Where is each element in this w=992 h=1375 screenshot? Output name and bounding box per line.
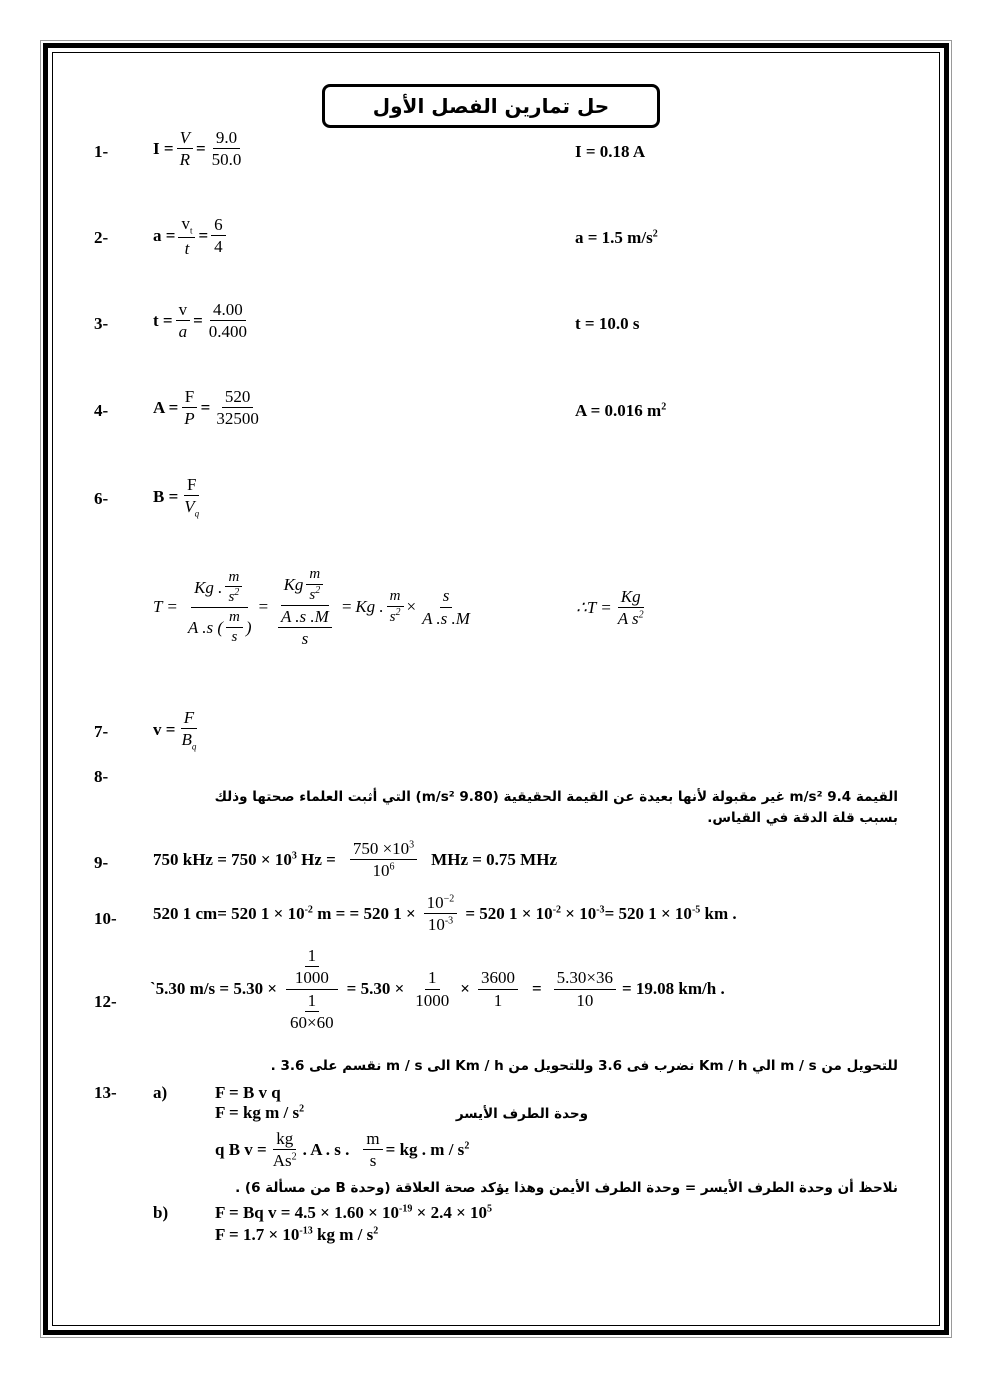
p10-s3: -3	[596, 904, 605, 916]
p12-big-num	[286, 945, 338, 990]
p6-frac-a	[185, 568, 255, 647]
p12-big-frac	[281, 945, 343, 1033]
p3-eq: =	[193, 310, 203, 330]
p6-frac-b-den	[272, 606, 338, 650]
p4-frac-values	[213, 386, 262, 430]
p13-a3fd: As	[272, 1151, 292, 1171]
p3-frac-values	[206, 299, 250, 343]
p9-fd: 10	[372, 861, 390, 881]
p10-part2d: km .	[700, 903, 737, 923]
p1-lhs: I =	[153, 138, 174, 158]
p4-f1d: P	[184, 409, 195, 429]
p3-f2n: 4.00	[210, 299, 246, 321]
p6-b-n1: Kg	[283, 575, 304, 595]
p6-a-ns-wrap	[225, 587, 242, 607]
p6-e-d: A s	[617, 609, 639, 629]
p13-a3mid: . A . s .	[302, 1139, 350, 1159]
p1-f2d: 50.0	[211, 150, 242, 170]
p12-f1d: 1000	[415, 990, 450, 1010]
p10-fn-wrap	[424, 892, 458, 914]
p13-a3-frac1	[270, 1128, 300, 1172]
problem-9-equation	[153, 838, 557, 882]
p6-times: ×	[406, 597, 417, 616]
p13-b1sup2: 5	[487, 1203, 493, 1215]
problem-6-equation	[153, 474, 205, 520]
p9-fn: 750 ×10	[352, 839, 410, 858]
p12-f3n: 5.30×36	[554, 967, 616, 989]
p13-a3rhs-wrap	[386, 1140, 470, 1160]
p13-a3lhs: q B v =	[215, 1139, 267, 1159]
p6-fdsub: q	[194, 508, 200, 519]
p13-a2sup: 2	[299, 1103, 305, 1115]
problem-12-number: 12-	[94, 992, 117, 1011]
p12-eq1: = 5.30 ×	[346, 979, 405, 998]
problem-10-equation	[153, 892, 737, 936]
p7-frac-f-bq	[178, 707, 199, 753]
p6-fd: V	[184, 497, 195, 517]
problem-13-part-a-label: a)	[153, 1083, 168, 1102]
p6-frac-d	[419, 585, 473, 629]
p10-s2: -2	[552, 904, 562, 916]
p6-lhs: B =	[153, 486, 179, 506]
problem-6-result	[576, 586, 650, 630]
p1-frac-v-r	[177, 127, 193, 171]
p9-part1	[153, 850, 336, 870]
p9-part2: MHz = 0.75 MHz	[431, 849, 557, 869]
p2-eq: =	[198, 225, 209, 245]
p13-b2: F = 1.7 × 10	[215, 1225, 300, 1244]
p1-f2n: 9.0	[213, 127, 240, 149]
p12-eq2: =	[531, 979, 542, 998]
p2-frac-values	[211, 214, 226, 258]
problem-2-answer	[575, 228, 658, 248]
p6-b-ns-wrap	[306, 585, 323, 605]
p6-fd-wrap	[181, 496, 202, 520]
page-title	[322, 84, 660, 128]
problem-1-answer: I = 0.18 A	[575, 142, 646, 161]
p6-b-nm: m	[306, 565, 323, 585]
p6-frac-a-num	[191, 568, 248, 609]
p12-big-den-frac	[287, 990, 337, 1034]
problem-8-text-line2: بسبب قلة الدقة في القياس.	[707, 810, 898, 826]
p6-c-m: m	[387, 587, 404, 607]
p3-f2d: 0.400	[208, 322, 248, 342]
p6-e-d-sup: 2	[638, 609, 644, 621]
p10-part1b: m = = 520 1 ×	[312, 903, 416, 923]
problem-4-equation	[153, 386, 265, 430]
p6-frac-e	[615, 586, 647, 630]
p6-d-n: s	[440, 585, 453, 607]
p12-big-n-d: 1000	[294, 968, 329, 988]
p9-fdsup: 6	[389, 861, 395, 873]
p2-frac-v-t	[178, 213, 195, 259]
problem-7-equation	[153, 707, 202, 753]
p13-b1mid: × 2.4 × 10	[412, 1203, 488, 1222]
p13-a3-frac2	[363, 1128, 382, 1172]
p2-f1d: t	[184, 238, 190, 258]
p4-f1n: F	[182, 386, 197, 408]
problem-8-text-line1: القيمة 9.4 m/s² غير مقبولة لأنها بعيدة عن القيمة الحقيقية (9.80 m/s²) التي أثبت العلماء صحتها وذلك	[214, 789, 898, 805]
p6-a-dm: m	[226, 608, 243, 628]
p4-f2d: 32500	[216, 409, 259, 429]
p13-a3f2d: s	[369, 1151, 377, 1171]
p6-a-n-ms	[225, 568, 242, 608]
problem-13-part-b-label: b)	[153, 1203, 169, 1222]
problem-13-number: 13-	[94, 1083, 117, 1102]
p10-fnsup: −2	[443, 893, 455, 905]
p6-a-ds: s	[231, 628, 238, 645]
p1-f1n: V	[177, 127, 193, 149]
p1-f1d: R	[179, 150, 190, 170]
p6-t-lhs: T =	[153, 597, 178, 616]
problem-9-number: 9-	[94, 853, 109, 872]
problem-1-number: 1-	[94, 142, 109, 161]
problem-8-number: 8-	[94, 767, 109, 786]
p1-eq: =	[195, 138, 206, 158]
problem-13-a-line3	[215, 1128, 469, 1172]
p2-lhs: a =	[153, 225, 176, 245]
p10-fdsup: -3	[444, 915, 454, 927]
problem-13-a-line1: F = B v q	[215, 1083, 281, 1102]
p6-a-ns-sup: 2	[234, 587, 240, 599]
p9-part1b: Hz =	[296, 849, 336, 869]
p6-a-d-ms	[226, 608, 243, 647]
p13-a3fdsup: 2	[291, 1151, 297, 1163]
p12-frac-1	[412, 967, 452, 1011]
p3-f1d: a	[178, 322, 188, 342]
p6-e-d-wrap	[615, 608, 647, 629]
p9-fd-wrap	[370, 860, 398, 881]
problem-13-a-note-left-side: وحدة الطرف الأيسر	[455, 1106, 588, 1122]
p13-a2: F = kg m / s	[215, 1103, 300, 1122]
p7-fdsub: q	[191, 741, 197, 752]
p7-fd: B	[181, 730, 192, 750]
p6-e-n: Kg	[618, 586, 644, 608]
p4-lhs: A =	[153, 397, 179, 417]
p13-b2sup: -13	[299, 1225, 313, 1237]
p6-a-d2: )	[245, 617, 252, 637]
p2-ans: a = 1.5 m/s	[575, 228, 653, 247]
problem-13-b-line1	[215, 1203, 492, 1223]
p10-part2b: × 10	[561, 903, 597, 923]
p6-eq-1: =	[257, 597, 269, 616]
p9-p1sup: 3	[291, 850, 297, 862]
p12-result: = 19.08 km/h .	[621, 979, 725, 998]
p6-b-d	[278, 606, 332, 650]
problem-4-answer	[575, 401, 666, 421]
p4-ans-sup: 2	[661, 401, 667, 413]
problem-2-equation	[153, 213, 229, 259]
p6-d-d: A .s .M	[422, 608, 470, 628]
p2-f1n: v	[181, 214, 190, 233]
p3-frac-v-a	[176, 299, 191, 343]
p12-frac-2	[478, 967, 518, 1011]
p12-big-num-frac	[292, 945, 332, 989]
p7-lhs: v =	[153, 719, 176, 739]
p10-part2-text: = 520 1 × 10	[465, 903, 553, 923]
p12-f2d: 1	[493, 990, 503, 1010]
p6-a-d1: A .s (	[187, 617, 223, 637]
p12-f1n: 1	[425, 967, 440, 989]
p4-f2n: 520	[222, 386, 254, 408]
p1-frac-values	[209, 127, 245, 171]
p6-frac-a-den	[185, 608, 255, 647]
p13-b2b: kg m / s	[312, 1225, 374, 1244]
problem-2-number: 2-	[94, 228, 109, 247]
title-text: حل تمارين الفصل الأول	[372, 94, 610, 118]
p4-eq: =	[200, 397, 211, 417]
p13-b2sup2: 2	[373, 1225, 379, 1237]
p2-f1n-wrap	[178, 213, 195, 238]
problem-12-note: للتحويل من m / s الي Km / h نضرب فى 3.6 وللتحويل من Km / h الى m / s نقسم على 3.6 .	[270, 1058, 898, 1074]
p3-f1n: v	[176, 299, 191, 321]
p7-fd-wrap	[178, 729, 199, 753]
p6-c-ms	[387, 587, 404, 627]
p10-part1-text: 520 1 cm= 520 1 × 10	[153, 903, 305, 923]
p9-fnsup: 3	[409, 839, 415, 851]
p10-fd-wrap	[425, 914, 456, 935]
p13-a3f2n: m	[363, 1128, 382, 1150]
p2-f1nsub: t	[189, 225, 193, 236]
p2-ans-sup: 2	[652, 228, 658, 240]
p10-frac	[424, 892, 458, 936]
p6-a-ns: s	[228, 589, 235, 606]
p6-b-n-ms	[306, 565, 323, 605]
problem-3-answer: t = 10.0 s	[575, 314, 640, 333]
problem-12-equation	[150, 945, 725, 1033]
p6-frac-b	[272, 565, 338, 649]
p6-a-n1: Kg .	[194, 577, 223, 597]
p3-lhs: t =	[153, 310, 173, 330]
problem-10-number: 10-	[94, 909, 117, 928]
p6-b-dt: A .s .M	[278, 606, 332, 628]
p12-f3d: 10	[576, 990, 594, 1010]
problem-1-equation	[153, 127, 247, 171]
p12-times: ×	[460, 979, 470, 998]
p6-fn: F	[184, 474, 199, 496]
p4-frac-f-p	[181, 386, 197, 430]
p12-f2n: 3600	[478, 967, 518, 989]
p6-b-ns-sup: 2	[315, 584, 321, 596]
p13-a3rhs: = kg . m / s	[385, 1139, 465, 1159]
p6-a-nm: m	[225, 568, 242, 588]
p10-s4: -5	[691, 904, 701, 916]
p6-frac-f-vq	[181, 474, 202, 520]
p6-b-ns: s	[309, 586, 316, 603]
problem-4-number: 4-	[94, 401, 109, 420]
p12-big-den	[281, 990, 343, 1034]
p7-fn: F	[181, 707, 197, 729]
p6-c-s-sup: 2	[395, 607, 401, 618]
p6-eq-2: =	[340, 597, 353, 616]
problem-13-a-conclusion: نلاحظ أن وحدة الطرف الأيسر = وحدة الطرف الأيمن وهذا يؤكد صحة العلاقة (وحدة B من مسألة 6) .	[235, 1180, 898, 1196]
p10-fd: 10	[427, 915, 445, 935]
p2-f2d: 4	[214, 237, 223, 257]
problem-6-unit-derivation	[153, 565, 476, 649]
p10-fn: 10	[426, 893, 444, 912]
p6-therefore: ∴T =	[576, 597, 612, 617]
p13-a3fn: kg	[273, 1128, 296, 1150]
p9-frac	[350, 838, 417, 882]
p2-f2n: 6	[211, 214, 226, 236]
p10-part1	[153, 904, 416, 924]
problem-13-b-line2	[215, 1225, 378, 1245]
p13-a3fd-wrap	[270, 1150, 300, 1171]
p6-c-s-wrap	[387, 607, 404, 627]
p9-part1-text: 750 kHz = 750 × 10	[153, 849, 292, 869]
p13-a3sup: 2	[464, 1140, 470, 1152]
p12-big-d-n: 1	[305, 990, 320, 1012]
p12-big-n-n: 1	[305, 945, 320, 967]
p6-frac-b-num	[281, 565, 330, 606]
problem-6-number: 6-	[94, 489, 109, 508]
p13-b1: F = Bq v = 4.5 × 1.60 × 10	[215, 1203, 400, 1222]
p4-ans: A = 0.016 m	[575, 401, 662, 420]
p6-c1: Kg .	[355, 597, 384, 616]
p10-part2	[465, 904, 736, 924]
p12-big-d-d: 60×60	[290, 1012, 334, 1032]
p9-fn-wrap	[350, 838, 417, 860]
problem-3-number: 3-	[94, 314, 109, 333]
problem-13-a-line2	[215, 1103, 304, 1123]
p12-frac-3	[554, 967, 616, 1011]
p10-part2c: = 520 1 × 10	[604, 903, 692, 923]
problem-7-number: 7-	[94, 722, 109, 741]
p6-c-s: s	[389, 609, 396, 625]
p13-b1sup1: -19	[399, 1203, 413, 1215]
p6-b-db: s	[301, 628, 309, 648]
problem-3-equation	[153, 299, 253, 343]
p12-part1: `5.30 m/s = 5.30 ×	[150, 979, 278, 998]
p10-s1: -2	[304, 904, 313, 916]
